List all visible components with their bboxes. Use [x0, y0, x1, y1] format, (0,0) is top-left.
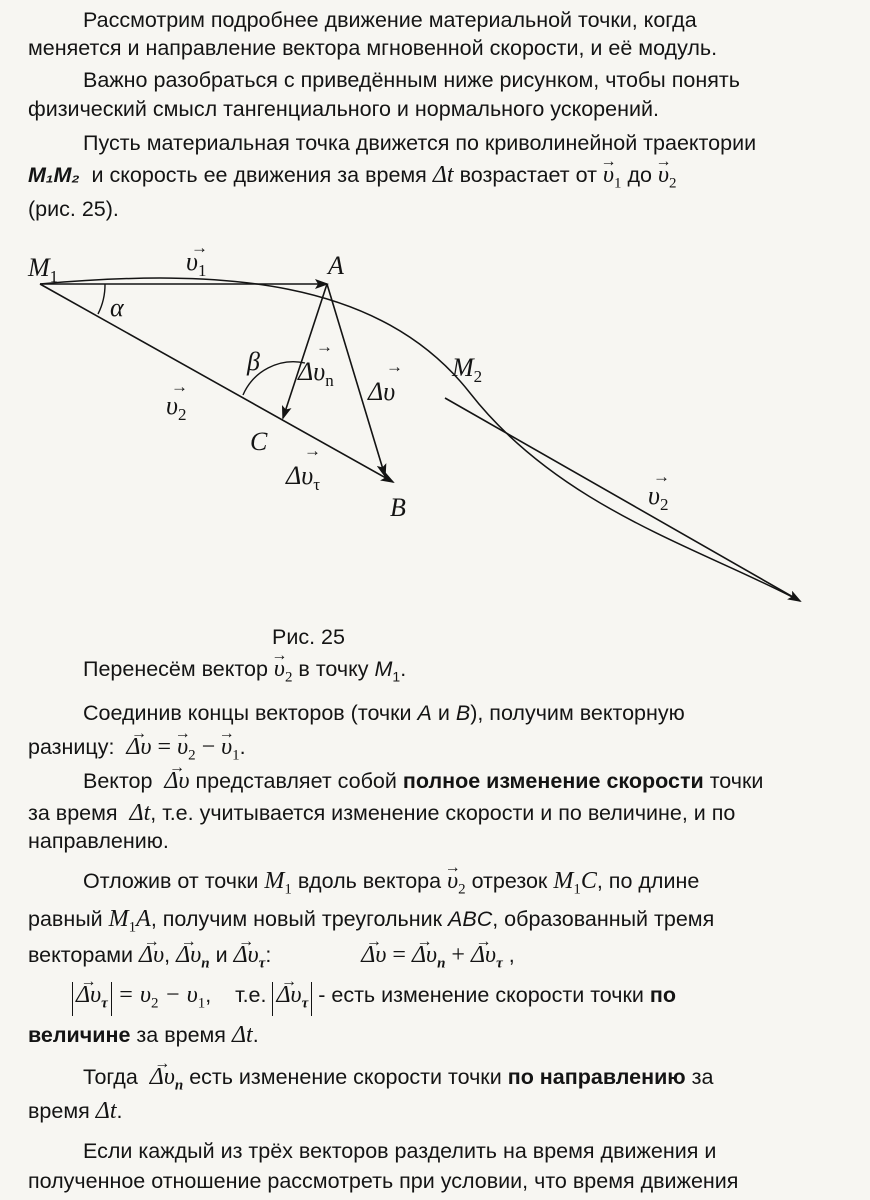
svg-text:→: → — [304, 441, 321, 460]
label-delta-v-n: $\Delta\upsilon_n$ — [298, 357, 334, 390]
svg-text:→: → — [171, 377, 188, 396]
svg-text:→: → — [653, 467, 670, 486]
text-line: Пусть материальная точка движется по криволинейной траектории — [83, 131, 757, 155]
vector-v2-moved — [40, 284, 396, 482]
label-alpha: α — [110, 293, 124, 322]
label-m2: $M_2$ — [452, 353, 483, 386]
label-m1: $M_1$ — [28, 253, 59, 286]
text-line: за время Δt, т.е. учитывается изменение скорости и по величине, и по — [28, 800, 736, 826]
angle-alpha-arc — [98, 284, 105, 314]
label-delta-v: Δυ — [368, 377, 396, 406]
text-line: Соединив концы векторов (точки A и B), получим векторную — [83, 701, 685, 725]
svg-text:→: → — [191, 238, 208, 257]
text-line: Отложив от точки $M_1$ вдоль вектора → $\upsilon_2$ отрезок $M_1C$, по длине — [83, 868, 870, 902]
text-line: M₁M₂ и скорость ее движения за время Δt возрастает от → $\upsilon_1$ до → $\upsilon_2$ — [28, 162, 870, 196]
vector-v2 — [445, 398, 800, 601]
text-line: Вектор → Δυ представляет собой полное изменение скорости точки — [83, 768, 870, 794]
trajectory-curve — [40, 278, 800, 601]
label-c: C — [250, 427, 268, 456]
text-line: физический смысл тангенциального и нормального ускорений. — [28, 97, 659, 121]
svg-text:→: → — [316, 337, 333, 356]
text-line: меняется и направление вектора мгновенной скорости, и её модуль. — [28, 36, 718, 60]
text-line: полученное отношение рассмотреть при условии, что время движения — [28, 1169, 739, 1193]
label-v1: $\upsilon_1$ — [186, 247, 207, 280]
text-line: Рассмотрим подробнее движение материальной точки, когда — [83, 8, 697, 32]
text-line: Тогда → $\Delta\upsilon_n$ есть изменение скорости точки по направлению за — [83, 1064, 870, 1098]
figure-caption: Рис. 25 — [272, 625, 345, 649]
text-line: направлению. — [28, 829, 169, 853]
text-line: разницу: → Δυ = → $\upsilon_2$ − → $\upsilon_1$. — [28, 734, 870, 768]
text-line: величине за время Δt. — [28, 1022, 259, 1048]
text-line: Перенесём вектор → $\upsilon_2$ в точку $M_1$. — [83, 656, 870, 690]
label-b: B — [390, 493, 406, 522]
abs-value: → $\Delta\upsilon_\tau$ — [272, 982, 312, 1016]
abs-value: → $\Delta\upsilon_\tau$ — [72, 982, 112, 1016]
text-line: векторами → Δυ, → $\Delta\upsilon_n$ $и \to \Delta\upsilon_\tau$: → Δυ = → $\Delta\upsilon_n$ + → $\Delta\upsilon_\tau$ , — [28, 942, 870, 976]
text-line: Если каждый из трёх векторов разделить на время движения и — [83, 1139, 717, 1163]
text-line: (рис. 25). — [28, 197, 119, 221]
vector-diagram — [0, 238, 870, 658]
label-beta: β — [247, 347, 260, 376]
label-a: A — [328, 251, 344, 280]
label-delta-v-tau: $\Delta\upsilon_\tau$ — [286, 461, 321, 494]
text-line: → $\Delta\upsilon_\tau = \upsilon_2 - \upsilon_1$, т.е. → $\Delta\upsilon_\tau$ - есть изменение скорости точки по — [72, 982, 870, 1016]
text-line: время Δt. — [28, 1098, 123, 1124]
text-line: равный $M_1A$, получим новый треугольник ABC, образованный тремя — [28, 906, 715, 936]
label-v2-moved: $\upsilon_2$ — [166, 391, 187, 424]
label-v2: $\upsilon_2$ — [648, 481, 669, 514]
text-line: Важно разобраться с приведённым ниже рисунком, чтобы понять — [83, 68, 740, 92]
svg-text:→: → — [386, 357, 403, 376]
